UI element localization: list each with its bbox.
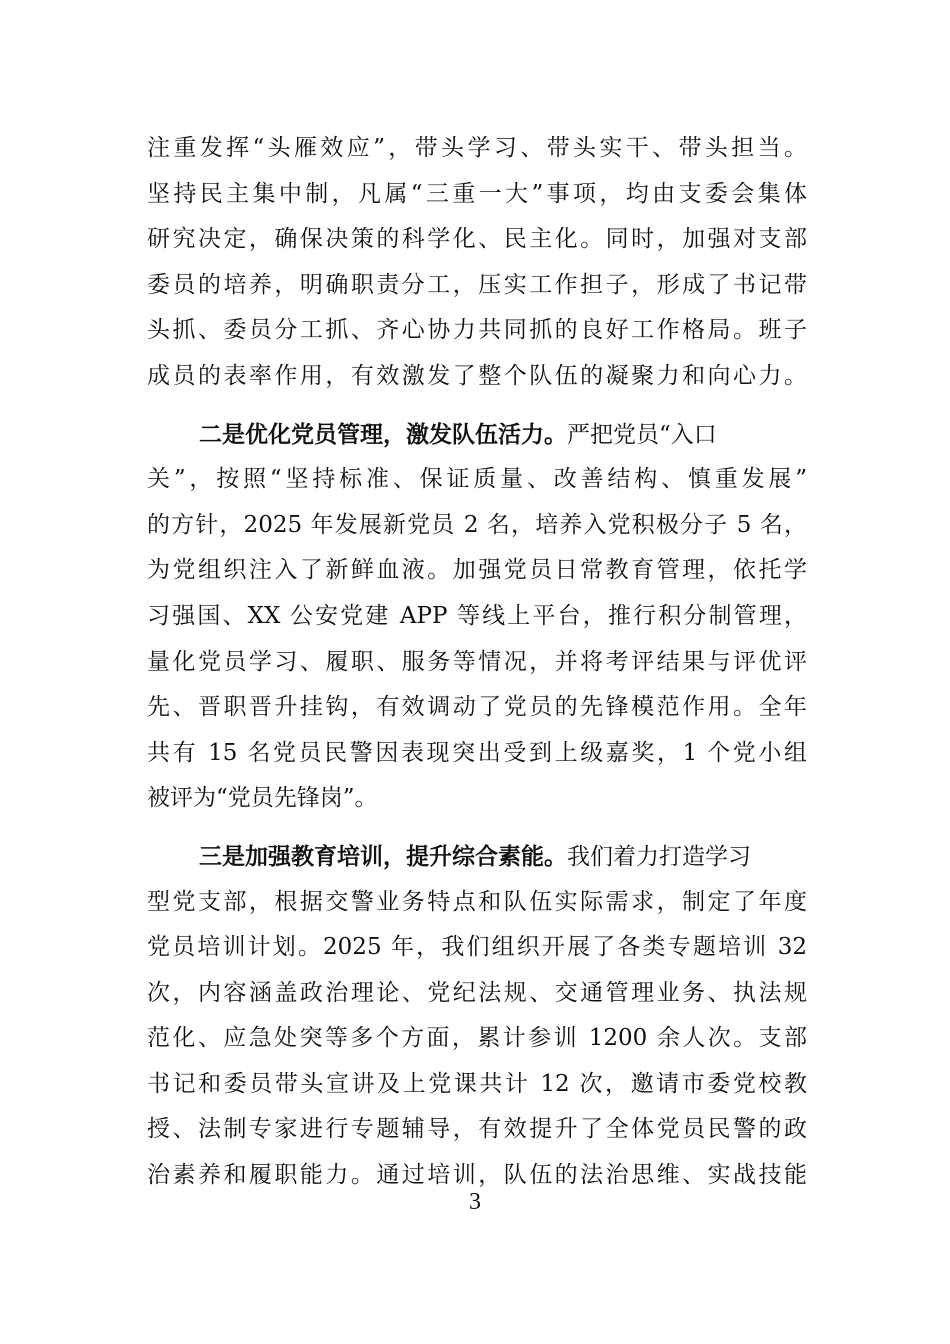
text-line: 坚持民主集中制，凡属“三重一大”事项，均由支委会集体 <box>147 180 807 207</box>
text-line: 关”，按照“坚持标准、保证质量、改善结构、慎重发展” <box>147 466 807 493</box>
text-line: 共有 15 名党员民警因表现突出受到上级嘉奖，1 个党小组 <box>147 739 807 766</box>
text-line: 范化、应急处突等多个方面，累计参训 1200 余人次。支部 <box>147 1025 807 1052</box>
section-heading: 二是优化党员管理，激发队伍活力。 <box>199 420 567 448</box>
text-line: 量化党员学习、履职、服务等情况，并将考评结果与评优评 <box>147 648 807 675</box>
text-line: 治素养和履职能力。通过培训，队伍的法治思维、实战技能 <box>147 1162 807 1189</box>
text-line: 书记和委员带头宣讲及上党课共计 12 次，邀请市委党校教 <box>147 1070 807 1097</box>
text-line: 授、法制专家进行专题辅导，有效提升了全体党员民警的政 <box>147 1116 807 1143</box>
text-line: 的方针，2025 年发展新党员 2 名，培养入党积极分子 5 名， <box>147 511 807 538</box>
text-line: 党员培训计划。2025 年，我们组织开展了各类专题培训 32 <box>147 934 807 961</box>
text-line: 先、晋职晋升挂钩，有效调动了党员的先锋模范作用。全年 <box>147 694 807 721</box>
text-line: 被评为“党员先锋岗”。 <box>147 785 378 812</box>
page-number: 3 <box>469 1189 481 1215</box>
section-heading: 三是加强教育培训，提升综合素能。 <box>199 842 567 870</box>
text-line: 次，内容涵盖政治理论、党纪法规、交通管理业务、执法规 <box>147 979 807 1006</box>
text-line: 研究决定，确保决策的科学化、民主化。同时，加强对支部 <box>147 226 807 253</box>
text-run: 严把党员“入口 <box>567 421 717 448</box>
document-body <box>147 126 807 1199</box>
paragraph-first-line <box>147 412 807 458</box>
text-line: 成员的表率作用，有效激发了整个队伍的凝聚力和向心力。 <box>147 362 807 389</box>
paragraph-first-line <box>147 834 807 880</box>
text-line: 头抓、委员分工抓、齐心协力共同抓的良好工作格局。班子 <box>147 317 807 344</box>
text-line: 委员的培养，明确职责分工，压实工作担子，形成了书记带 <box>147 271 807 298</box>
text-run: 我们着力打造学习 <box>567 843 751 870</box>
text-line: 为党组织注入了新鲜血液。加强党员日常教育管理，依托学 <box>147 557 807 584</box>
text-line: 习强国、XX 公安党建 APP 等线上平台，推行积分制管理， <box>147 602 807 629</box>
paragraph-gap <box>147 822 807 834</box>
text-line: 注重发挥“头雁效应”，带头学习、带头实干、带头担当。 <box>147 135 807 161</box>
paragraph-gap <box>147 400 807 412</box>
text-line: 型党支部，根据交警业务特点和队伍实际需求，制定了年度 <box>147 888 807 915</box>
